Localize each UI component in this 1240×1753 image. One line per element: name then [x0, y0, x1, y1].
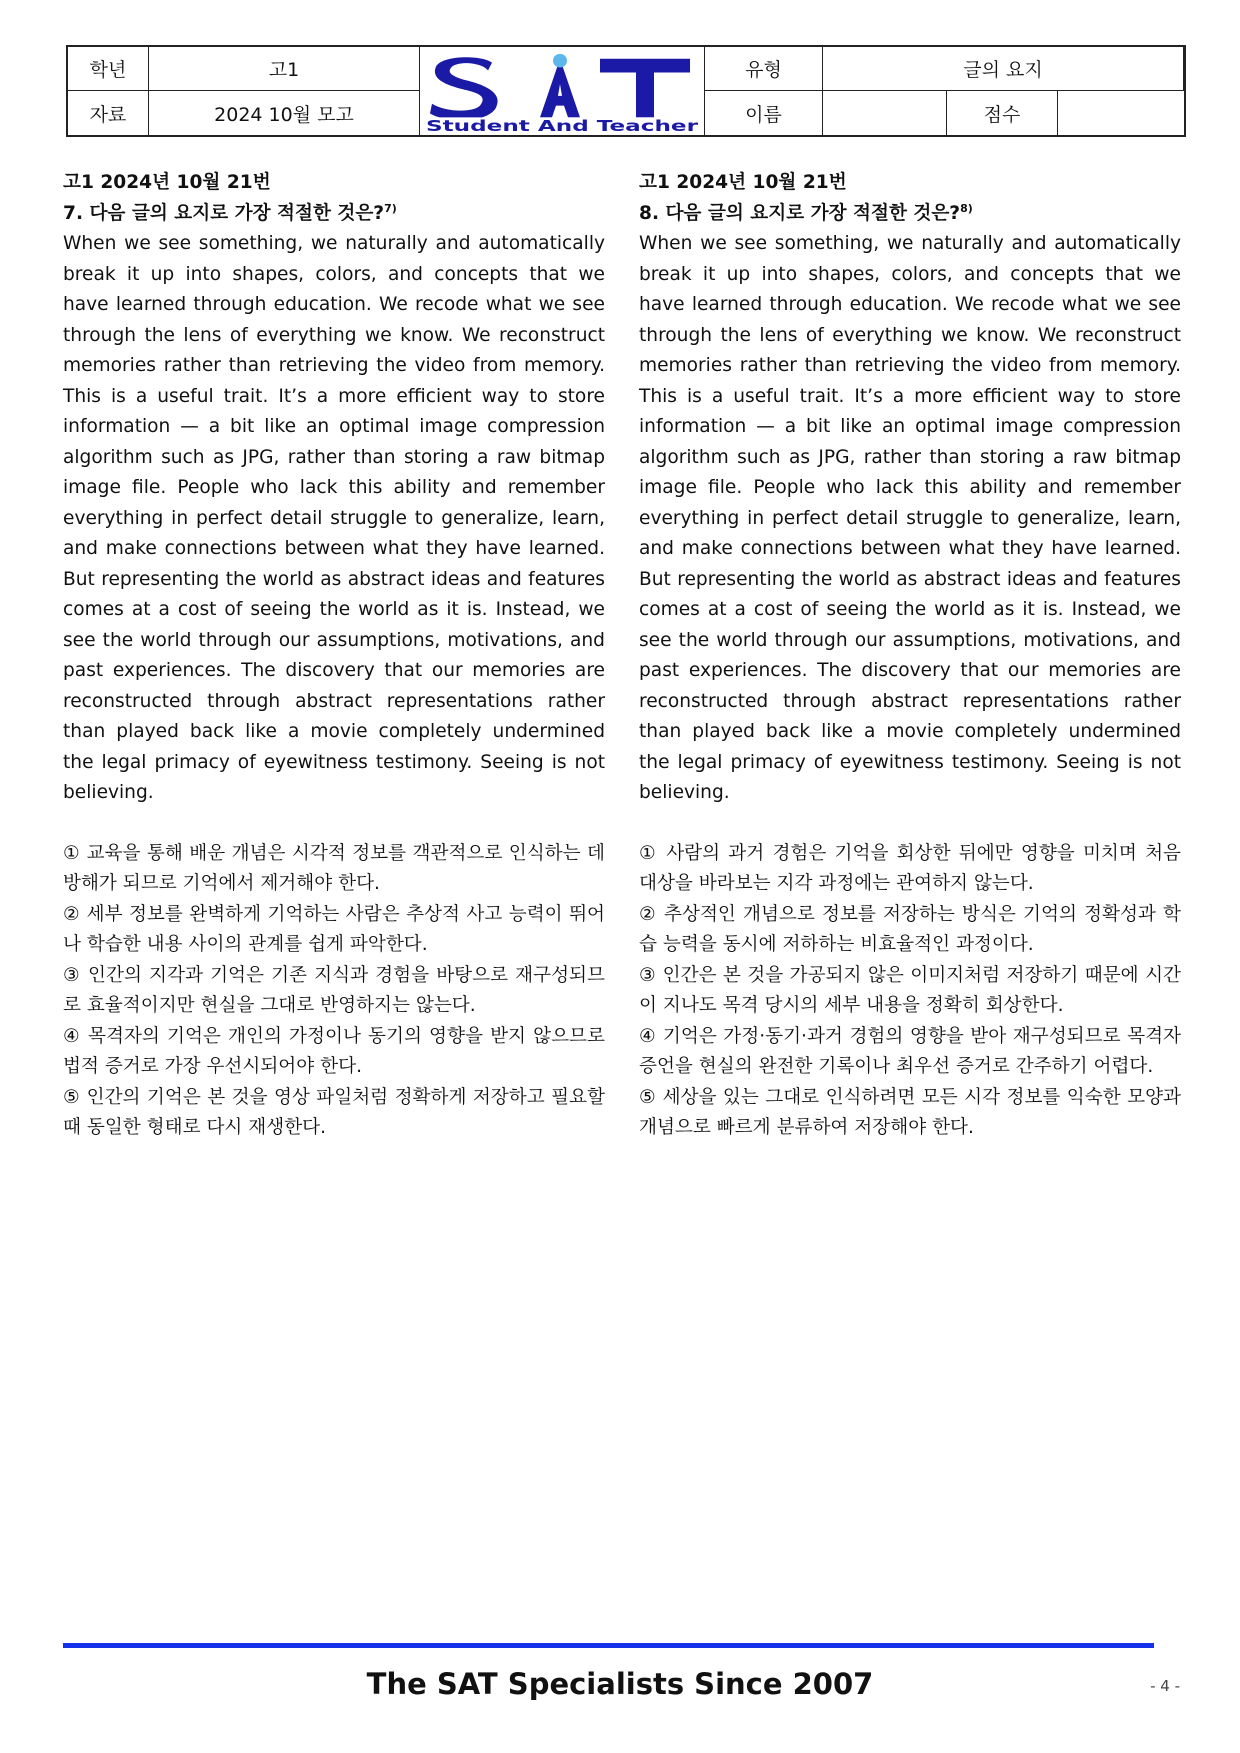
grade-label: 학년: [68, 47, 149, 91]
worksheet-header: [66, 45, 1186, 137]
source-label: 자료: [68, 91, 149, 135]
passage-text: When we see something, we naturally and automatically break it up into shapes, colors, and concepts that we have learned through education. We recode what we see through the lens of everything we know. We reconstruct memories rather than retrieving the video from memory. This is a useful trait. It’s a more efficient way to store information — a bit like an optimal image compression algorithm such as JPG, rather than storing a raw bitmap image file. People who lack this ability and remember everything in perfect detail struggle to generalize, learn, and make connections between what they have learned. But representing the world as abstract ideas and features comes at a cost of seeing the world as it is. Instead, we see the world through our assumptions, motivations, and past experiences. The discovery that our memories are reconstructed through abstract representations rather than played back like a movie completely undermined the legal primacy of eyewitness testimony. Seeing is not believing.: [639, 233, 1181, 803]
choice-5[interactable]: ⑤ 인간의 기억은 본 것을 영상 파일처럼 정확하게 저장하고 필요할 때 동일한 형태로 다시 재생한다.: [63, 1086, 605, 1138]
grade-value: 고1: [149, 47, 420, 91]
choice-5[interactable]: ⑤ 세상을 있는 그대로 인식하려면 모든 시각 정보를 익숙한 모양과 개념으로 빠르게 분류하여 저장해야 한다.: [639, 1086, 1181, 1138]
footnote-marker: 8): [960, 201, 973, 215]
sat-logo: [420, 47, 705, 135]
question-source: 고1 2024년 10월 21번: [639, 172, 847, 193]
question-source: 고1 2024년 10월 21번: [63, 172, 271, 193]
choice-2[interactable]: ② 추상적인 개념으로 정보를 저장하는 방식은 기억의 정확성과 학습 능력을 동시에 저하하는 비효율적인 과정이다.: [639, 903, 1181, 955]
name-field[interactable]: [823, 91, 947, 135]
question-8: [639, 168, 1181, 1144]
choice-1[interactable]: ① 사람의 과거 경험은 기억을 회상한 뒤에만 영향을 미치며 처음 대상을 바라보는 지각 과정에는 관여하지 않는다.: [639, 842, 1181, 894]
answer-choices: [63, 839, 605, 1144]
answer-choices: [639, 839, 1181, 1144]
choice-1[interactable]: ① 교육을 통해 배운 개념은 시각적 정보를 객관적으로 인식하는 데 방해가 되므로 기억에서 제거해야 한다.: [63, 842, 605, 894]
name-label: 이름: [705, 91, 823, 135]
choice-4[interactable]: ④ 기억은 가정·동기·과거 경험의 영향을 받아 재구성되므로 목격자 증언을 현실의 완전한 기록이나 최우선 증거로 간주하기 어렵다.: [639, 1025, 1181, 1077]
footer-slogan: The SAT Specialists Since 2007: [366, 1667, 874, 1701]
logo-tagline: Student And Teacher: [426, 118, 700, 133]
question-7: [63, 168, 605, 1144]
choice-2[interactable]: ② 세부 정보를 완벽하게 기억하는 사람은 추상적 사고 능력이 뛰어나 학습한 내용 사이의 관계를 쉽게 파악한다.: [63, 903, 605, 955]
source-value: 2024 10월 모고: [149, 91, 420, 135]
question-prompt: 7. 다음 글의 요지로 가장 적절한 것은?$^{7)}$: [63, 201, 397, 224]
type-value: 글의 요지: [823, 47, 1184, 91]
type-label: 유형: [705, 47, 823, 91]
sat-logo-icon: [422, 49, 702, 133]
footnote-marker: 7): [384, 201, 397, 215]
page-number: - 4 -: [1150, 1677, 1180, 1695]
score-field[interactable]: [1058, 91, 1184, 135]
choice-4[interactable]: ④ 목격자의 기억은 개인의 가정이나 동기의 영향을 받지 않으므로 법적 증거로 가장 우선시되어야 한다.: [63, 1025, 605, 1077]
passage-text: When we see something, we naturally and automatically break it up into shapes, colors, and concepts that we have learned through education. We recode what we see through the lens of everything we know. We reconstruct memories rather than retrieving the video from memory. This is a useful trait. It’s a more efficient way to store information — a bit like an optimal image compression algorithm such as JPG, rather than storing a raw bitmap image file. People who lack this ability and remember everything in perfect detail struggle to generalize, learn, and make connections between what they have learned. But representing the world as abstract ideas and features comes at a cost of seeing the world as it is. Instead, we see the world through our assumptions, motivations, and past experiences. The discovery that our memories are reconstructed through abstract representations rather than played back like a movie completely undermined the legal primacy of eyewitness testimony. Seeing is not believing.: [63, 233, 605, 803]
choice-3[interactable]: ③ 인간은 본 것을 가공되지 않은 이미지처럼 저장하기 때문에 시간이 지나도 목격 당시의 세부 내용을 정확히 회상한다.: [639, 964, 1181, 1016]
question-prompt: 8. 다음 글의 요지로 가장 적절한 것은?$^{8)}$: [639, 201, 973, 224]
footer-divider: [63, 1643, 1154, 1648]
score-label: 점수: [947, 91, 1058, 135]
choice-3[interactable]: ③ 인간의 지각과 기억은 기존 지식과 경험을 바탕으로 재구성되므로 효율적이지만 현실을 그대로 반영하지는 않는다.: [63, 964, 605, 1016]
